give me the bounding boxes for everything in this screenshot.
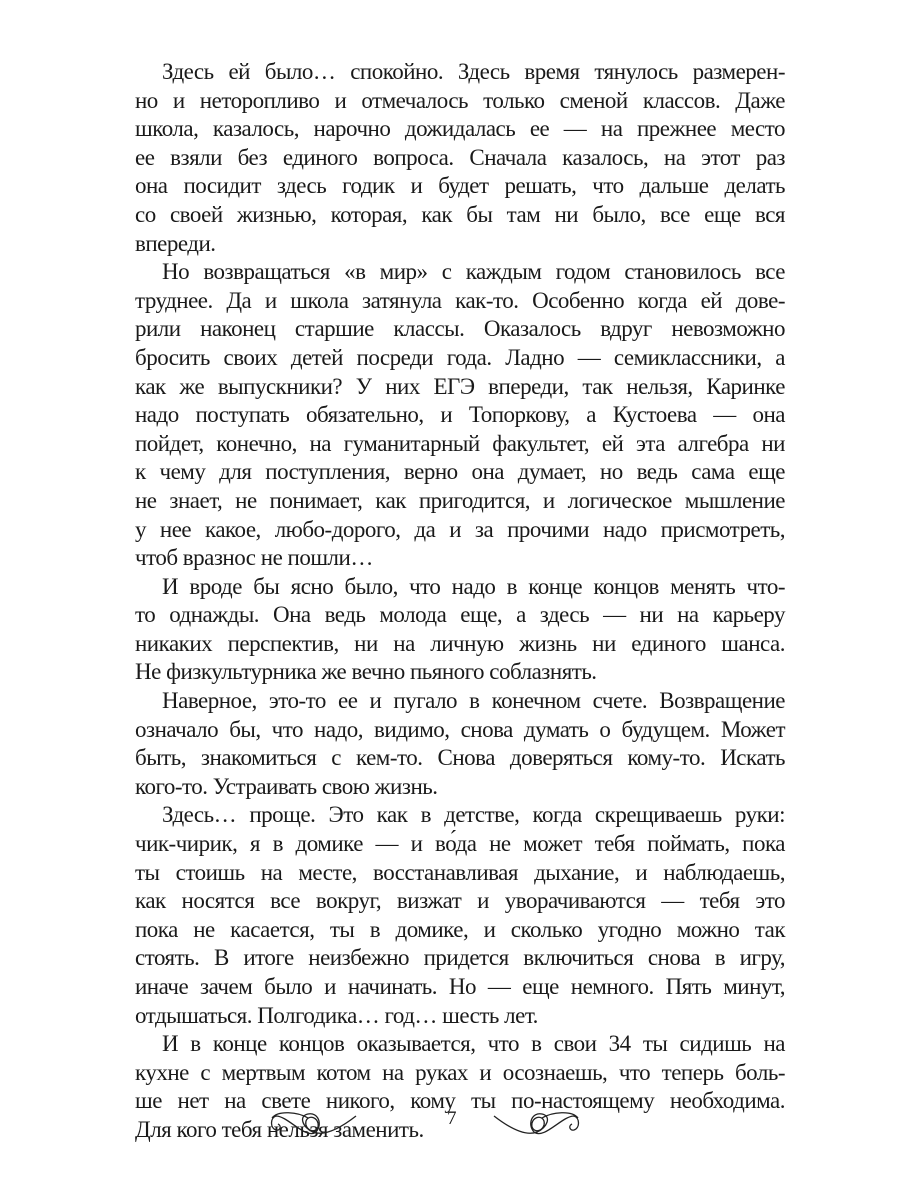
text-line: И вроде бы ясно было, что надо в конце концов менять что-: [162, 573, 785, 599]
text-line: не знает, не понимает, как пригодится, и логическое мышление: [135, 487, 785, 513]
text-line: отдышаться. Полгодика… год… шесть лет.: [135, 1002, 538, 1028]
text-line: И в конце концов оказывается, что в свои 34 ты сидишь на: [162, 1031, 785, 1057]
paragraph: [135, 687, 785, 801]
text-line: ты стоишь на месте, восстанавливая дыхание, и наблюдаешь,: [135, 859, 785, 885]
text-line: у нее какое, любо-дорого, да и за прочими надо присмотреть,: [135, 516, 785, 542]
paragraph: [135, 801, 785, 1030]
paragraph: [135, 573, 785, 687]
text-line: как носятся все вокруг, визжат и уворачиваются — тебя это: [135, 888, 785, 914]
text-line: пока не касается, ты в домике, и сколько угодно можно так: [135, 916, 785, 942]
text-line: труднее. Да и школа затянула как-то. Особенно когда ей дове-: [135, 287, 785, 313]
text-line: как же выпускники? У них ЕГЭ впереди, так нельзя, Каринке: [135, 373, 785, 399]
text-line: Здесь ей было… спокойно. Здесь время тянулось размерен-: [162, 59, 785, 84]
text-line: бросить своих детей посреди года. Ладно — семиклассники, а: [135, 344, 785, 370]
text-line: Но возвращаться «в мир» с каждым годом становилось все: [162, 259, 785, 285]
right-ornament-icon: [490, 1106, 582, 1146]
text-line: она посидит здесь годик и будет решать, что дальше делать: [135, 173, 785, 199]
text-line: никаких перспектив, ни на личную жизнь ни единого шанса.: [135, 630, 785, 656]
text-line: стоять. В итоге неизбежно придется включиться снова в игру,: [135, 945, 785, 971]
text-line: впереди.: [135, 230, 216, 256]
text-line: Для кого тебя нельзя заменить.: [135, 1116, 424, 1142]
text-line: Здесь… проще. Это как в детстве, когда скрещиваешь руки:: [162, 802, 785, 828]
text-line: быть, знакомиться с кем-то. Снова доверяться кому-то. Искать: [135, 745, 785, 771]
page-body-text: [135, 58, 785, 1145]
text-line: со своей жизнью, которая, как бы там ни было, все еще вся: [135, 201, 785, 227]
paragraph: [135, 258, 785, 573]
text-line: рили наконец старшие классы. Оказалось вдруг невозможно: [135, 316, 785, 342]
text-line: чтоб вразнос не пошли…: [135, 545, 373, 571]
text-line: но и неторопливо и отмечалось только сменой классов. Даже: [135, 87, 785, 113]
text-line: пойдет, конечно, на гуманитарный факультет, ей эта алгебра ни: [135, 430, 785, 456]
page-footer: [0, 1106, 900, 1152]
text-line: иначе зачем было и начинать. Но — еще немного. Пять минут,: [135, 974, 785, 999]
text-line: кухне с мертвым котом на руках и осознаешь, что теперь боль-: [135, 1059, 785, 1085]
text-line: чик-чирик, я в домике — и во́да не может тебя поймать, пока: [135, 831, 785, 857]
text-line: ее взяли без единого вопроса. Сначала казалось, на этот раз: [135, 144, 785, 170]
text-line: означало бы, что надо, видимо, снова думать о будущем. Может: [135, 716, 785, 742]
text-line: школа, казалось, нарочно дожидалась ее — на прежнее место: [135, 116, 785, 142]
text-line: Наверное, это-то ее и пугало в конечном счете. Возвращение: [162, 688, 785, 714]
text-line: Не физкультурника же вечно пьяного соблазнять.: [135, 659, 597, 685]
text-line: к чему для поступления, верно она думает, но ведь сама еще: [135, 459, 785, 485]
text-line: ше нет на свете никого, кому ты по-настоящему необходима.: [135, 1088, 785, 1114]
text-line: кого-то. Устраивать свою жизнь.: [135, 773, 438, 799]
left-ornament-icon: [268, 1106, 360, 1146]
page-number: 7: [447, 1108, 457, 1129]
paragraph: [135, 58, 785, 258]
text-line: надо поступать обязательно, и Топоркову, а Кустоева — она: [135, 402, 785, 428]
text-line: то однажды. Она ведь молода еще, а здесь — ни на карьеру: [135, 602, 785, 628]
